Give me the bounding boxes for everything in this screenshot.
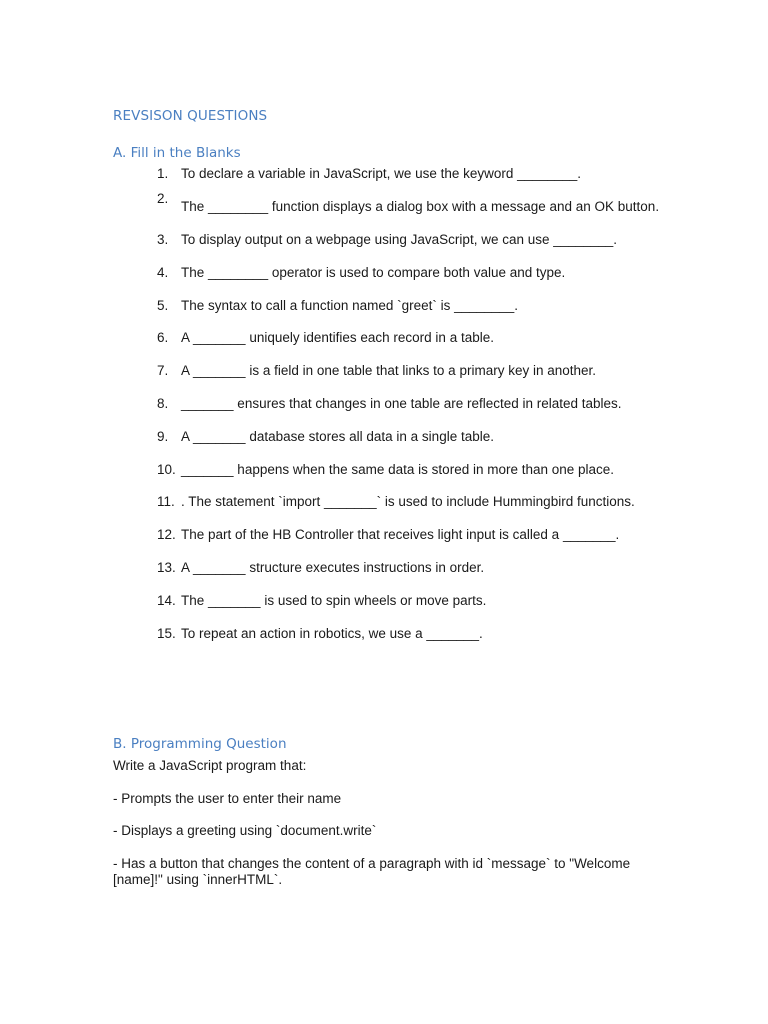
list-item	[157, 560, 677, 576]
programming-question	[113, 758, 658, 904]
item-number: 3.	[157, 232, 169, 248]
list-item	[157, 166, 677, 182]
item-number: 12.	[157, 527, 176, 543]
item-text: To repeat an action in robotics, we use a _______.	[181, 625, 483, 641]
list-item	[157, 265, 677, 281]
list-item	[157, 396, 677, 412]
list-item	[157, 626, 677, 642]
fill-in-the-blanks-list	[157, 166, 677, 658]
document-title: REVSISON QUESTIONS	[113, 108, 268, 124]
list-item	[157, 298, 677, 314]
list-item	[157, 462, 677, 478]
section-a-heading: A. Fill in the Blanks	[113, 145, 241, 161]
list-item	[157, 494, 677, 510]
item-text: The part of the HB Controller that receives light input is called a _______.	[181, 527, 620, 543]
item-number: 9.	[157, 428, 169, 444]
item-text: The _______ is used to spin wheels or move parts.	[181, 592, 487, 608]
item-number: 2.	[157, 190, 169, 206]
programming-point: - Has a button that changes the content of a paragraph with id `message` to "Welcome [name]!" using `innerHTML`.	[113, 855, 631, 887]
item-text: A _______ uniquely identifies each record in a table.	[181, 330, 494, 346]
item-number: 15.	[157, 625, 176, 641]
item-text: _______ happens when the same data is stored in more than one place.	[181, 461, 615, 477]
item-text: The ________ operator is used to compare both value and type.	[181, 264, 566, 280]
item-text: _______ ensures that changes in one table are reflected in related tables.	[181, 396, 622, 412]
item-text: To display output on a webpage using JavaScript, we can use ________.	[181, 232, 618, 248]
list-item	[157, 593, 677, 609]
item-text: . The statement `import _______` is used to include Hummingbird functions.	[181, 494, 635, 510]
item-number: 6.	[157, 330, 169, 346]
item-number: 7.	[157, 363, 169, 379]
item-number: 8.	[157, 396, 169, 412]
list-item	[157, 363, 677, 379]
item-number: 5.	[157, 297, 169, 313]
list-item	[157, 527, 677, 543]
item-text: The syntax to call a function named `greet` is ________.	[181, 297, 518, 313]
item-number: 13.	[157, 560, 176, 576]
item-text: A _______ structure executes instructions in order.	[181, 560, 485, 576]
item-text: To declare a variable in JavaScript, we use the keyword ________.	[181, 166, 581, 181]
section-b-heading: B. Programming Question	[113, 736, 287, 752]
item-number: 10.	[157, 461, 176, 477]
item-text: A _______ is a field in one table that links to a primary key in another.	[181, 363, 597, 379]
item-text: The ________ function displays a dialog box with a message and an OK button.	[181, 198, 660, 214]
item-number: 1.	[157, 166, 169, 181]
item-number: 4.	[157, 264, 169, 280]
list-item	[157, 191, 677, 224]
programming-point: - Prompts the user to enter their name	[113, 790, 342, 806]
programming-point: - Displays a greeting using `document.write`	[113, 823, 377, 838]
item-number: 11.	[157, 494, 175, 510]
item-text: A _______ database stores all data in a single table.	[181, 428, 494, 444]
programming-intro: Write a JavaScript program that:	[113, 758, 307, 773]
list-item	[157, 429, 677, 445]
list-item	[157, 330, 677, 346]
item-number: 14.	[157, 592, 176, 608]
list-item	[157, 232, 677, 248]
